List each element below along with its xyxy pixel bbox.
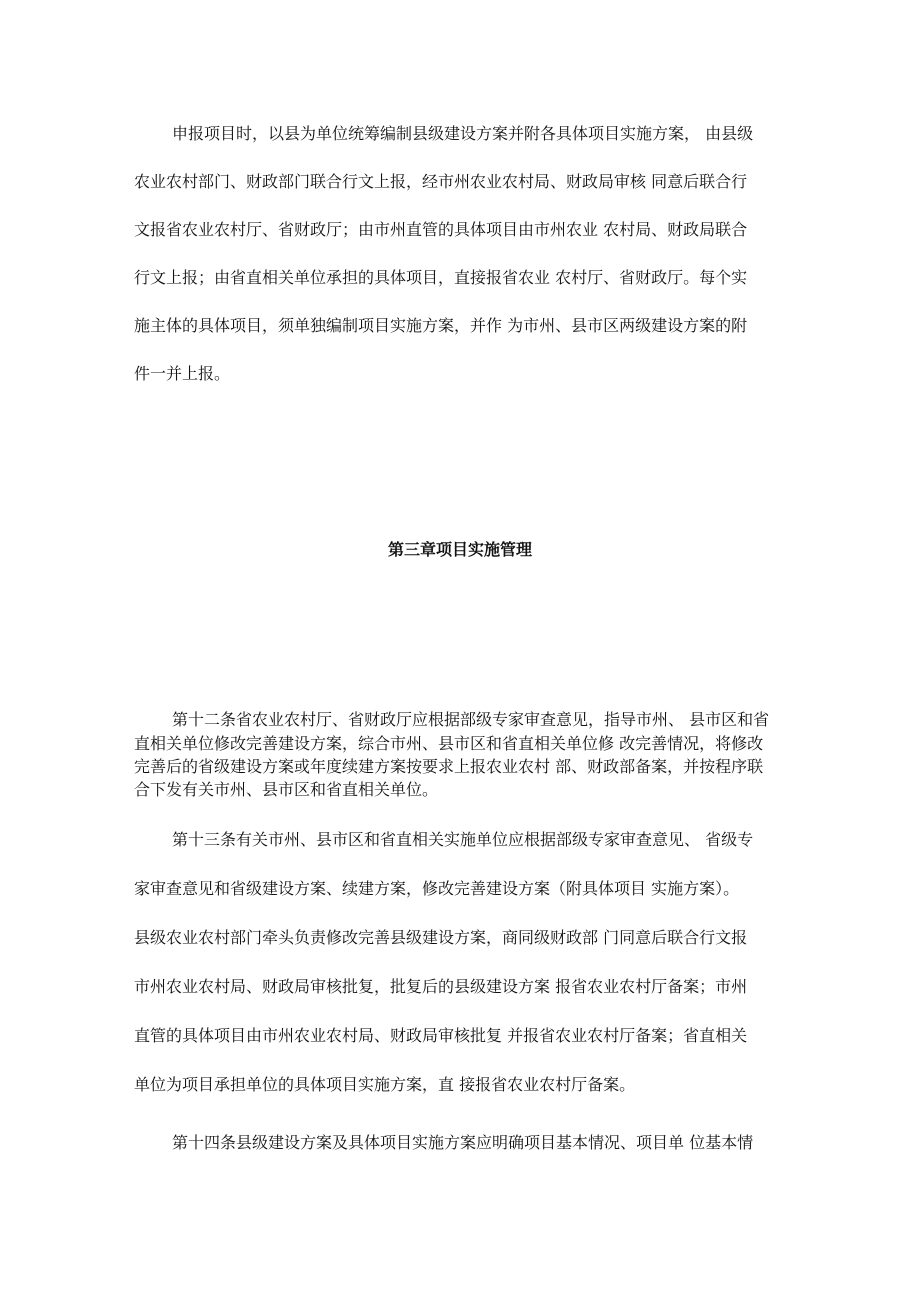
paragraph-3-line: 单位为项目承担单位的具体项目实施方案，直 接报省农业农村厅备案。 <box>134 1075 636 1094</box>
paragraph-3-line: 县级农业农村部门牵头负责修改完善县级建设方案，商同级财政部 门同意后联合行文报 <box>134 928 748 947</box>
paragraph-1-line: 农业农村部门、财政部门联合行文上报，经市州农业农村局、财政局审核 同意后联合行 <box>134 172 748 191</box>
paragraph-3-line: 第十三条有关市州、县市区和省直相关实施单位应根据部级专家审查意见、 省级专 <box>172 830 754 849</box>
paragraph-2-line: 完善后的省级建设方案或年度续建方案按要求上报农业农村 部、财政部备案，并按程序联 <box>134 757 764 776</box>
paragraph-2-line: 直相关单位修改完善建设方案，综合市州、县市区和省直相关单位修 改完善情况，将修改 <box>134 734 764 753</box>
chapter-heading: 第三章项目实施管理 <box>387 540 532 559</box>
paragraph-2-line: 第十二条省农业农村厅、省财政厅应根据部级专家审查意见，指导市州、 县市区和省 <box>172 710 770 729</box>
paragraph-1-line: 施主体的具体项目，须单独编制项目实施方案，并作 为市州、县市区两级建设方案的附 <box>134 316 748 335</box>
paragraph-1-line: 申报项目时，以县为单位统筹编制县级建设方案并附各具体项目实施方案， 由县级 <box>172 124 754 143</box>
paragraph-1-line: 文报省农业农村厅、省财政厅；由市州直管的具体项目由市州农业 农村局、财政局联合 <box>134 220 748 239</box>
paragraph-1-line: 件一并上报。 <box>134 364 231 383</box>
paragraph-3-line: 市州农业农村局、财政局审核批复，批复后的县级建设方案 报省农业农村厅备案；市州 <box>134 977 748 996</box>
paragraph-3-line: 家审查意见和省级建设方案、续建方案，修改完善建设方案（附具体项目 实施方案）。 <box>134 879 740 898</box>
paragraph-4-line: 第十四条县级建设方案及具体项目实施方案应明确项目基本情况、项目单 位基本情 <box>172 1133 754 1152</box>
paragraph-1-line: 行文上报；由省直相关单位承担的具体项目，直接报省农业 农村厅、省财政厅。每个实 <box>134 268 748 287</box>
paragraph-2-line: 合下发有关市州、县市区和省直相关单位。 <box>134 780 439 799</box>
paragraph-3-line: 直管的具体项目由市州农业农村局、财政局审核批复 并报省农业农村厅备案；省直相关 <box>134 1026 748 1045</box>
